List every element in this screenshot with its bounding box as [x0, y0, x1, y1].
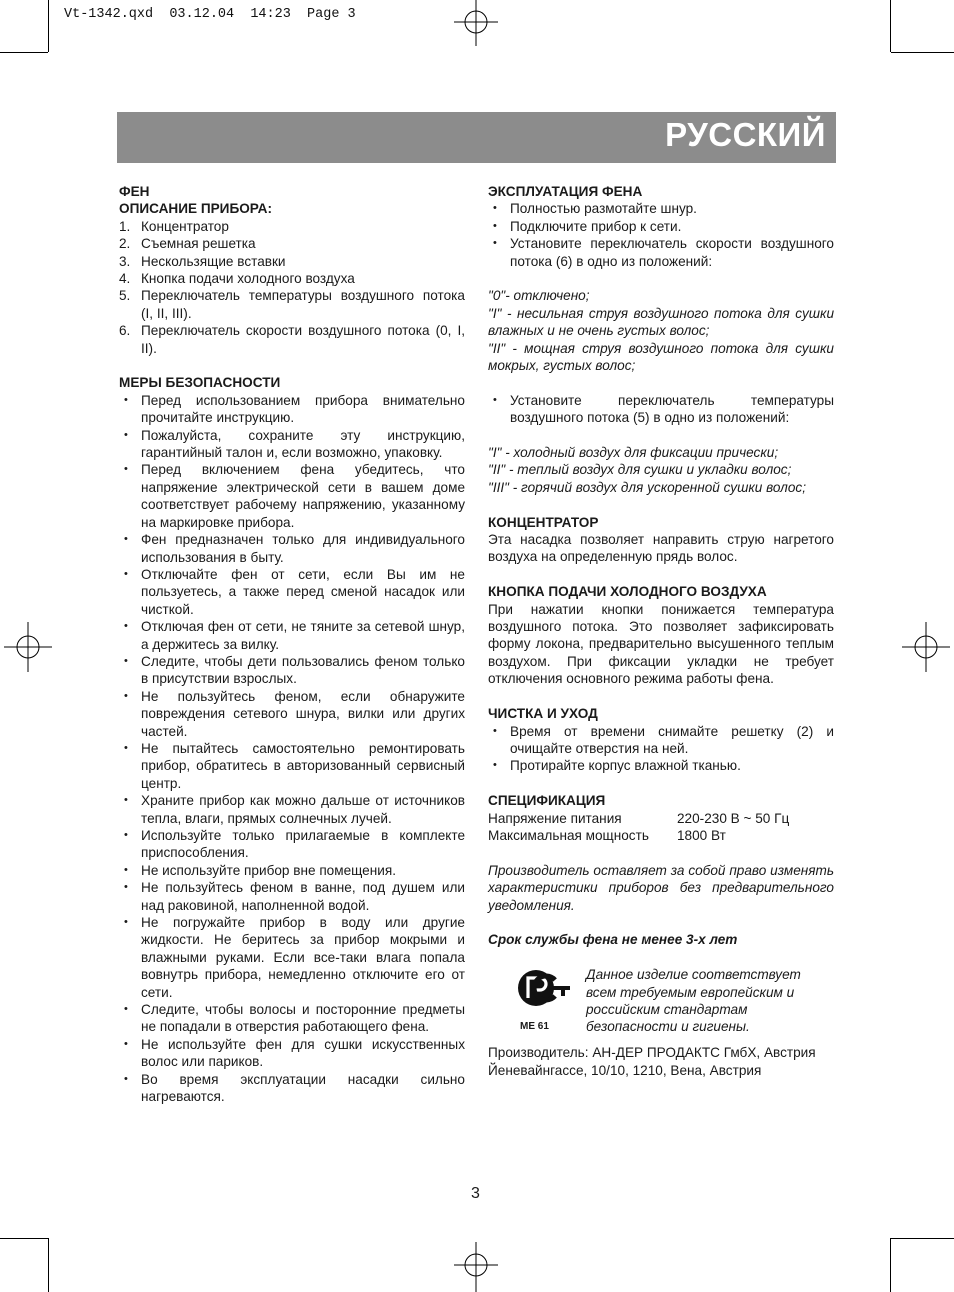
list-item: • Следите, чтобы волосы и посторонние предметы не попадали в отверстия работающего фена.: [124, 1002, 465, 1035]
item-text: Не погружайте прибор в воду или другие жидкости. Не беритесь за прибор мокрыми и влажными руками. Если все-таки влага попала вовнутрь прибора, немедленно отключите его от сети.: [141, 915, 465, 1000]
item-text: Отключая фен от сети, не тяните за сетевой шнур, а держитесь за вилку.: [141, 619, 465, 652]
temperature-mode-2: "II" - теплый воздух для сушки и укладки волос;: [488, 462, 792, 478]
cold-button-heading: КНОПКА ПОДАЧИ ХОЛОДНОГО ВОЗДУХА: [488, 584, 767, 600]
list-item: • Подключите прибор к сети.: [493, 218, 682, 234]
concentrator-text: Эта насадка позволяет направить струю нагретого воздуха на определенную прядь волос.: [488, 532, 834, 565]
item-text: Не пользуйтесь феном, если обнаружите повреждения сетевого шнура, вилки или других частей.: [141, 688, 465, 739]
crop-mark: [891, 1238, 954, 1239]
item-text: Во время эксплуатации насадки сильно нагреваются.: [141, 1071, 465, 1105]
item-number: 2.: [119, 236, 131, 252]
registration-mark-icon: [902, 622, 952, 672]
item-text: Перед включением фена убедитесь, что напряжение электрической сети в вашем доме соответствует рабочему напряжению, указанному на маркировке прибора.: [141, 462, 465, 530]
item-text: Перед использованием прибора внимательно прочитайте инструкцию.: [141, 392, 465, 426]
item-number: 4.: [119, 271, 131, 287]
item-text: Отключайте фен от сети, если Вы им не пользуетесь, а также перед сменой насадок или чисткой.: [141, 566, 465, 617]
item-text: Не используйте прибор вне помещения.: [141, 862, 396, 878]
crop-mark: [0, 1238, 48, 1239]
list-item: • Отключайте фен от сети, если Вы им не пользуетесь, а также перед сменой насадок или чисткой.: [124, 566, 465, 617]
cleaning-list: [488, 723, 834, 775]
manufacturer-address: Йеневайнгассе, 10/10, 1210, Вена, Австрия: [488, 1062, 762, 1078]
list-item: • Фен предназначен только для индивидуального использования в быту.: [124, 532, 465, 565]
item-text: Не пользуйтесь феном в ванне, под душем или над раковиной, наполненной водой.: [141, 880, 465, 913]
item-text: Полностью размотайте шнур.: [510, 201, 697, 217]
item-text: Концентратор: [141, 218, 229, 234]
item-text: Переключатель температуры воздушного потока (I, II, III).: [141, 288, 465, 321]
registration-mark-icon: [2, 622, 52, 672]
item-text: Пожалуйста, сохраните эту инструкцию, гарантийный талон и, если возможно, упаковку.: [141, 427, 465, 461]
item-text: Кнопка подачи холодного воздуха: [141, 271, 355, 287]
concentrator-heading: КОНЦЕНТРАТОР: [488, 514, 599, 530]
list-item: • Протирайте корпус влажной тканью.: [493, 758, 741, 774]
disclaimer: Производитель оставляет за собой право изменять характеристики приборов без предварительного уведомления.: [488, 862, 834, 913]
list-item: [119, 218, 465, 235]
list-item: [119, 322, 465, 357]
item-number: 6.: [119, 323, 131, 339]
certification-code: МЕ 61: [520, 1021, 549, 1033]
item-text: Переключатель скорости воздушного потока (0, I, II).: [141, 323, 465, 356]
item-text: Не пытайтесь самостоятельно ремонтировать прибор, обратитесь в авторизованный сервисный центр.: [141, 740, 465, 791]
product-title: ФЕН: [119, 184, 150, 199]
list-item: • Установите переключатель температуры воздушного потока (5) в одно из положений:: [493, 392, 834, 426]
service-life: Срок службы фена не менее 3-х лет: [488, 932, 738, 948]
item-number: 5.: [119, 288, 131, 304]
list-item: • Пожалуйста, сохраните эту инструкцию, гарантийный талон и, если возможно, упаковку.: [124, 427, 465, 461]
description-heading: ОПИСАНИЕ ПРИБОРА:: [119, 201, 273, 217]
speed-mode-0: "0"- отключено;: [488, 288, 590, 304]
safety-heading: МЕРЫ БЕЗОПАСНОСТИ: [119, 375, 281, 391]
item-text: Протирайте корпус влажной тканью.: [510, 758, 741, 774]
left-column: [119, 183, 465, 1106]
crop-mark: [891, 52, 954, 53]
list-item: [119, 270, 465, 287]
spec-value: 220-230 В ~ 50 Гц: [677, 810, 790, 826]
list-item: • Перед включением фена убедитесь, что напряжение электрической сети в вашем доме соответствует рабочему напряжению, указанному на маркировке прибора.: [124, 462, 465, 530]
list-item: • Не пытайтесь самостоятельно ремонтировать прибор, обратитесь в авторизованный сервисный центр.: [124, 740, 465, 791]
certification-logo-icon: [508, 966, 586, 1036]
language-banner: [117, 112, 836, 163]
crop-mark: [48, 0, 49, 52]
item-text: Храните прибор как можно дальше от источников тепла, влаги, прямых солнечных лучей.: [141, 793, 465, 826]
list-item: • Установите переключатель скорости воздушного потока (6) в одно из положений:: [493, 236, 834, 269]
list-item: • Не пользуйтесь феном в ванне, под душем или над раковиной, наполненной водой.: [124, 880, 465, 913]
list-item: • Не используйте фен для сушки искусственных волос или париков.: [124, 1036, 465, 1070]
item-text: Фен предназначен только для индивидуального использования в быту.: [141, 532, 465, 565]
page-number: 3: [471, 1185, 480, 1202]
certification-block: [488, 966, 834, 1036]
temperature-mode-3: "III" - горячий воздух для ускоренной сушки волос;: [488, 479, 806, 495]
registration-mark-icon: [452, 1240, 500, 1292]
list-item: [119, 253, 465, 270]
crop-mark: [890, 1238, 891, 1292]
list-item: • Время от времени снимайте решетку (2) и очищайте отверстия на ней.: [493, 723, 834, 756]
spec-label: Максимальная мощность: [488, 827, 649, 843]
list-item: • Не пользуйтесь феном, если обнаружите повреждения сетевого шнура, вилки или других частей.: [124, 688, 465, 739]
temperature-mode-1: "I" - холодный воздух для фиксации прически;: [488, 445, 779, 461]
list-item: [119, 287, 465, 322]
list-item: • Перед использованием прибора внимательно прочитайте инструкцию.: [124, 392, 465, 426]
parts-list: [119, 218, 465, 357]
list-item: • Во время эксплуатации насадки сильно нагреваются.: [124, 1071, 465, 1105]
speed-mode-2: "II" - мощная струя воздушного потока для сушки мокрых, густых волос;: [488, 340, 834, 374]
crop-mark: [0, 52, 48, 53]
item-text: Следите, чтобы волосы и посторонние предметы не попадали в отверстия работающего фена.: [141, 1002, 465, 1035]
item-number: 3.: [119, 253, 131, 269]
spec-heading: СПЕЦИФИКАЦИЯ: [488, 793, 606, 809]
list-item: • Полностью размотайте шнур.: [493, 201, 697, 217]
temperature-list: [488, 392, 834, 427]
item-text: Съемная решетка: [141, 236, 256, 252]
file-slug: Vt-1342.qxd 03.12.04 14:23 Page 3: [64, 7, 356, 22]
certification-text: Данное изделие соответствует всем требуемым европейским и российским стандартам безопасности и гигиены.: [586, 967, 801, 1035]
list-item: • Храните прибор как можно дальше от источников тепла, влаги, прямых солнечных лучей.: [124, 793, 465, 826]
spec-row: [488, 827, 834, 844]
spec-label: Напряжение питания: [488, 810, 622, 826]
list-item: • Отключая фен от сети, не тяните за сетевой шнур, а держитесь за вилку.: [124, 619, 465, 652]
item-text: Установите переключатель температуры воздушного потока (5) в одно из положений:: [510, 392, 834, 426]
banner-title: РУССКИЙ: [665, 116, 826, 153]
item-text: Установите переключатель скорости воздушного потока (6) в одно из положений:: [510, 236, 834, 269]
item-text: Время от времени снимайте решетку (2) и очищайте отверстия на ней.: [510, 723, 834, 756]
item-text: Подключите прибор к сети.: [510, 218, 682, 234]
item-text: Нескользящие вставки: [141, 253, 286, 269]
cleaning-heading: ЧИСТКА И УХОД: [488, 706, 598, 722]
list-item: • Не используйте прибор вне помещения.: [124, 862, 396, 878]
spec-value: 1800 Вт: [677, 827, 726, 843]
right-column: [488, 183, 834, 1079]
list-item: • Не погружайте прибор в воду или другие жидкости. Не беритесь за прибор мокрыми и влажными руками. Если все-таки влага попала вовнутрь прибора, немедленно отключите его от сети.: [124, 915, 465, 1000]
crop-mark: [48, 1238, 49, 1292]
crop-mark: [890, 0, 891, 52]
speed-mode-1: "I" - несильная струя воздушного потока для сушки влажных и не очень густых волос;: [488, 305, 834, 339]
list-item: • Используйте только прилагаемые в комплекте приспособления.: [124, 828, 465, 861]
list-item: [119, 235, 465, 252]
safety-list: [119, 392, 465, 1106]
registration-mark-icon: [452, 0, 500, 48]
cold-button-text: При нажатии кнопки понижается температура воздушного потока. Это позволяет зафиксировать форму локона, предварительно высушенного теплым воздухом. При фиксации укладки не требует отключения основного режима работы фена.: [488, 601, 834, 687]
list-item: • Следите, чтобы дети пользовались феном только в присутствии взрослых.: [124, 653, 465, 687]
item-number: 1.: [119, 218, 131, 234]
item-text: Следите, чтобы дети пользовались феном только в присутствии взрослых.: [141, 653, 465, 687]
operation-heading: ЭКСПЛУАТАЦИЯ ФЕНА: [488, 184, 643, 199]
manufacturer: Производитель: АН-ДЕР ПРОДАКТС ГмбХ, Австрия: [488, 1045, 816, 1061]
item-text: Используйте только прилагаемые в комплекте приспособления.: [141, 828, 465, 861]
item-text: Не используйте фен для сушки искусственных волос или париков.: [141, 1036, 465, 1070]
spec-row: [488, 810, 834, 827]
operation-list: [488, 200, 834, 270]
